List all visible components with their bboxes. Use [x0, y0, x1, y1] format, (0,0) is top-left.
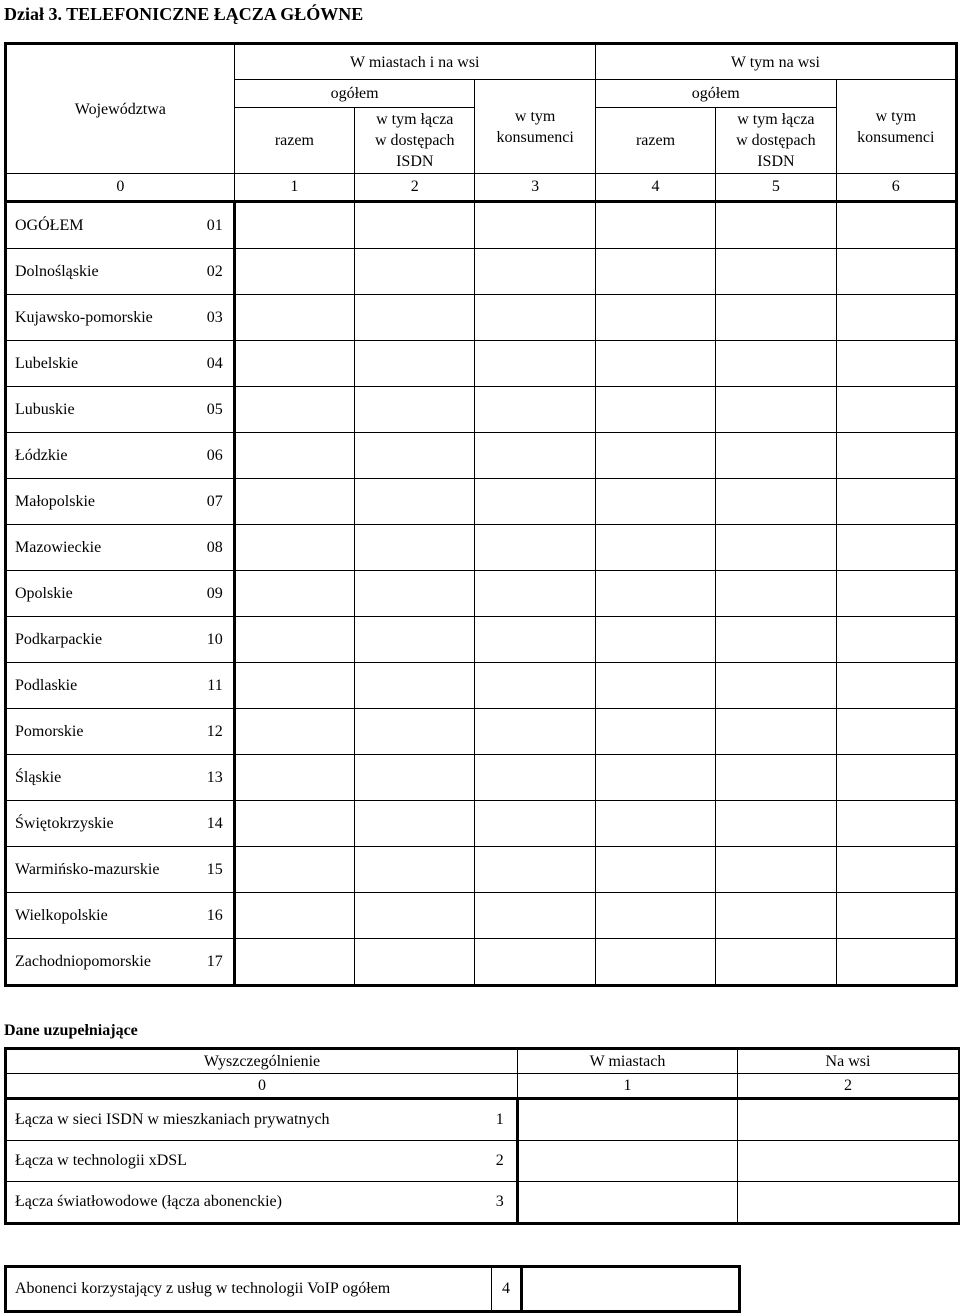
table-row	[6, 479, 957, 525]
row-code: 12	[196, 709, 234, 755]
data-cell[interactable]	[234, 801, 354, 847]
data-cell[interactable]	[836, 387, 956, 433]
table-row	[6, 847, 957, 893]
row-name: Małopolskie	[6, 479, 197, 525]
data-cell[interactable]	[716, 847, 836, 893]
supp-row-name: Łącza w technologii xDSL	[6, 1141, 484, 1182]
data-cell[interactable]	[518, 1099, 738, 1141]
data-cell[interactable]	[355, 249, 475, 295]
data-cell[interactable]	[716, 249, 836, 295]
data-cell[interactable]	[234, 433, 354, 479]
colnum-6: 6	[836, 174, 956, 202]
table-row	[6, 1099, 960, 1141]
data-cell[interactable]	[716, 202, 836, 249]
colnum-1: 1	[234, 174, 354, 202]
table-row	[6, 295, 957, 341]
header-ogolem-1: ogółem	[234, 80, 475, 108]
data-cell[interactable]	[716, 433, 836, 479]
supplementary-rows	[6, 1099, 960, 1224]
row-code: 07	[196, 479, 234, 525]
data-cell[interactable]	[475, 893, 595, 939]
data-cell[interactable]	[518, 1141, 738, 1182]
table-row	[6, 709, 957, 755]
header-ogolem-2: ogółem	[595, 80, 836, 108]
supp-row-name: Łącza światłowodowe (łącza abonenckie)	[6, 1182, 484, 1224]
header-consumers-1-line1: w tym	[514, 107, 556, 125]
data-cell[interactable]	[716, 617, 836, 663]
data-cell[interactable]	[234, 617, 354, 663]
row-code: 10	[196, 617, 234, 663]
data-cell[interactable]	[595, 939, 715, 986]
data-cell[interactable]	[234, 479, 354, 525]
table-row	[6, 1141, 960, 1182]
data-cell[interactable]	[836, 801, 956, 847]
data-cell[interactable]	[355, 295, 475, 341]
header-isdn-2-line2: w dostępach	[736, 132, 816, 149]
supp-header-cities: W miastach	[518, 1049, 738, 1074]
data-cell[interactable]	[595, 801, 715, 847]
data-cell[interactable]	[836, 709, 956, 755]
data-cell[interactable]	[475, 341, 595, 387]
data-cell[interactable]	[716, 341, 836, 387]
row-name: Łódzkie	[6, 433, 197, 479]
data-cell[interactable]	[234, 202, 354, 249]
colnum-4: 4	[595, 174, 715, 202]
header-consumers-1	[475, 80, 595, 174]
data-cell[interactable]	[355, 893, 475, 939]
data-cell[interactable]	[716, 755, 836, 801]
header-consumers-2	[836, 80, 956, 174]
data-cell[interactable]	[836, 479, 956, 525]
data-cell[interactable]	[716, 939, 836, 986]
table-row	[6, 249, 957, 295]
data-cell[interactable]	[234, 295, 354, 341]
data-cell[interactable]	[836, 755, 956, 801]
table-row	[6, 801, 957, 847]
header-razem-2: razem	[595, 108, 715, 174]
header-isdn-1	[355, 108, 475, 174]
data-cell[interactable]	[716, 709, 836, 755]
table-row	[6, 755, 957, 801]
data-cell[interactable]	[595, 341, 715, 387]
voip-value-cell[interactable]	[522, 1267, 740, 1312]
row-code: 04	[196, 341, 234, 387]
data-cell[interactable]	[475, 801, 595, 847]
table-row	[6, 202, 957, 249]
row-name: Mazowieckie	[6, 525, 197, 571]
voip-name: Abonenci korzystający z usług w technologii VoIP ogółem	[6, 1267, 492, 1312]
header-isdn-2-line1: w tym łącza	[737, 111, 815, 128]
data-cell[interactable]	[475, 295, 595, 341]
colnum-2: 2	[355, 174, 475, 202]
header-consumers-2-line2: konsumenci	[857, 128, 935, 146]
row-name: Kujawsko-pomorskie	[6, 295, 197, 341]
data-cell[interactable]	[234, 755, 354, 801]
data-cell[interactable]	[355, 847, 475, 893]
data-cell[interactable]	[716, 663, 836, 709]
header-isdn-1-line2: w dostępach	[375, 132, 455, 149]
supplementary-table	[4, 1047, 960, 1225]
header-village: W tym na wsi	[595, 44, 956, 80]
data-cell[interactable]	[355, 387, 475, 433]
table-row	[6, 341, 957, 387]
data-cell[interactable]	[355, 939, 475, 986]
data-cell[interactable]	[355, 571, 475, 617]
data-cell[interactable]	[595, 202, 715, 249]
data-cell[interactable]	[355, 801, 475, 847]
table-row	[6, 939, 957, 986]
data-cell[interactable]	[595, 617, 715, 663]
data-cell[interactable]	[355, 663, 475, 709]
colnum-5: 5	[716, 174, 836, 202]
row-name: Lubuskie	[6, 387, 197, 433]
data-cell[interactable]	[595, 755, 715, 801]
header-consumers-2-line1: w tym	[875, 107, 917, 125]
data-cell[interactable]	[475, 479, 595, 525]
header-isdn-1-line1: w tym łącza	[376, 111, 454, 128]
row-name: Opolskie	[6, 571, 197, 617]
data-cell[interactable]	[355, 479, 475, 525]
data-cell[interactable]	[234, 709, 354, 755]
row-code: 09	[196, 571, 234, 617]
header-wojewodztwa: Województwa	[6, 44, 235, 174]
data-cell[interactable]	[836, 202, 956, 249]
data-cell[interactable]	[595, 571, 715, 617]
data-cell[interactable]	[234, 571, 354, 617]
row-code: 05	[196, 387, 234, 433]
data-cell[interactable]	[836, 249, 956, 295]
row-code: 08	[196, 525, 234, 571]
data-cell[interactable]	[234, 249, 354, 295]
data-cell[interactable]	[836, 939, 956, 986]
data-cell[interactable]	[716, 479, 836, 525]
table-row	[6, 617, 957, 663]
data-cell[interactable]	[836, 295, 956, 341]
data-cell[interactable]	[475, 433, 595, 479]
table-row	[6, 663, 957, 709]
row-code: 02	[196, 249, 234, 295]
row-name: Podkarpackie	[6, 617, 197, 663]
row-name: OGÓŁEM	[6, 202, 197, 249]
colnum-0: 0	[6, 174, 235, 202]
data-cell[interactable]	[738, 1099, 960, 1141]
data-cell[interactable]	[595, 433, 715, 479]
row-name: Warmińsko-mazurskie	[6, 847, 197, 893]
header-isdn-2	[716, 108, 836, 174]
supp-row-code: 3	[484, 1182, 518, 1224]
data-cell[interactable]	[595, 387, 715, 433]
row-name: Wielkopolskie	[6, 893, 197, 939]
data-cell[interactable]	[716, 893, 836, 939]
data-cell[interactable]	[836, 663, 956, 709]
supp-row-code: 1	[484, 1099, 518, 1141]
data-cell[interactable]	[475, 709, 595, 755]
data-cell[interactable]	[234, 939, 354, 986]
supp-row-code: 2	[484, 1141, 518, 1182]
data-cell[interactable]	[475, 939, 595, 986]
header-isdn-2-line3: ISDN	[757, 153, 795, 170]
data-cell[interactable]	[738, 1182, 960, 1224]
data-cell[interactable]	[475, 387, 595, 433]
data-cell[interactable]	[595, 295, 715, 341]
data-cell[interactable]	[475, 249, 595, 295]
supp-header-villages: Na wsi	[738, 1049, 960, 1074]
voivodeship-rows	[6, 202, 957, 986]
supp-header-wyszczegolnienie: Wyszczególnienie	[6, 1049, 518, 1074]
data-cell[interactable]	[234, 341, 354, 387]
row-code: 15	[196, 847, 234, 893]
data-cell[interactable]	[355, 202, 475, 249]
row-code: 14	[196, 801, 234, 847]
data-cell[interactable]	[595, 479, 715, 525]
data-cell[interactable]	[836, 571, 956, 617]
data-cell[interactable]	[836, 341, 956, 387]
voip-code: 4	[492, 1267, 522, 1312]
row-code: 13	[196, 755, 234, 801]
data-cell[interactable]	[355, 617, 475, 663]
supplementary-title: Dane uzupełniające	[4, 1022, 138, 1039]
data-cell[interactable]	[234, 893, 354, 939]
data-cell[interactable]	[234, 663, 354, 709]
table-row	[6, 571, 957, 617]
row-code: 01	[196, 202, 234, 249]
header-consumers-1-line2: konsumenci	[496, 128, 574, 146]
data-cell[interactable]	[836, 893, 956, 939]
data-cell[interactable]	[595, 249, 715, 295]
row-name: Świętokrzyskie	[6, 801, 197, 847]
data-cell[interactable]	[234, 847, 354, 893]
data-cell[interactable]	[234, 525, 354, 571]
data-cell[interactable]	[716, 571, 836, 617]
main-table	[4, 42, 958, 987]
colnum-3: 3	[475, 174, 595, 202]
table-row	[6, 1182, 960, 1224]
table-row	[6, 433, 957, 479]
data-cell[interactable]	[716, 295, 836, 341]
data-cell[interactable]	[836, 525, 956, 571]
data-cell[interactable]	[595, 709, 715, 755]
row-name: Zachodniopomorskie	[6, 939, 197, 986]
data-cell[interactable]	[475, 755, 595, 801]
table-row	[6, 387, 957, 433]
data-cell[interactable]	[355, 755, 475, 801]
data-cell[interactable]	[836, 617, 956, 663]
data-cell[interactable]	[475, 663, 595, 709]
row-name: Śląskie	[6, 755, 197, 801]
data-cell[interactable]	[738, 1141, 960, 1182]
row-name: Dolnośląskie	[6, 249, 197, 295]
row-code: 17	[196, 939, 234, 986]
row-code: 11	[196, 663, 234, 709]
row-name: Pomorskie	[6, 709, 197, 755]
table-row	[6, 525, 957, 571]
data-cell[interactable]	[234, 387, 354, 433]
row-code: 06	[196, 433, 234, 479]
data-cell[interactable]	[595, 525, 715, 571]
data-cell[interactable]	[355, 433, 475, 479]
data-cell[interactable]	[716, 801, 836, 847]
data-cell[interactable]	[475, 617, 595, 663]
data-cell[interactable]	[475, 571, 595, 617]
data-cell[interactable]	[355, 341, 475, 387]
supp-row-name: Łącza w sieci ISDN w mieszkaniach prywatnych	[6, 1099, 484, 1141]
data-cell[interactable]	[595, 663, 715, 709]
header-city-village: W miastach i na wsi	[234, 44, 595, 80]
data-cell[interactable]	[716, 387, 836, 433]
data-cell[interactable]	[355, 525, 475, 571]
supp-colnum-1: 1	[518, 1074, 738, 1099]
supp-colnum-0: 0	[6, 1074, 518, 1099]
data-cell[interactable]	[595, 847, 715, 893]
data-cell[interactable]	[836, 847, 956, 893]
data-cell[interactable]	[475, 847, 595, 893]
data-cell[interactable]	[518, 1182, 738, 1224]
data-cell[interactable]	[475, 202, 595, 249]
row-name: Podlaskie	[6, 663, 197, 709]
header-isdn-1-line3: ISDN	[396, 153, 434, 170]
voip-table	[4, 1265, 741, 1313]
data-cell[interactable]	[716, 525, 836, 571]
row-name: Lubelskie	[6, 341, 197, 387]
supp-colnum-2: 2	[738, 1074, 960, 1099]
table-row	[6, 893, 957, 939]
section-title: Dział 3. TELEFONICZNE ŁĄCZA GŁÓWNE	[4, 4, 364, 24]
row-code: 03	[196, 295, 234, 341]
data-cell[interactable]	[836, 433, 956, 479]
data-cell[interactable]	[595, 893, 715, 939]
row-code: 16	[196, 893, 234, 939]
header-razem-1: razem	[234, 108, 354, 174]
data-cell[interactable]	[355, 709, 475, 755]
data-cell[interactable]	[475, 525, 595, 571]
